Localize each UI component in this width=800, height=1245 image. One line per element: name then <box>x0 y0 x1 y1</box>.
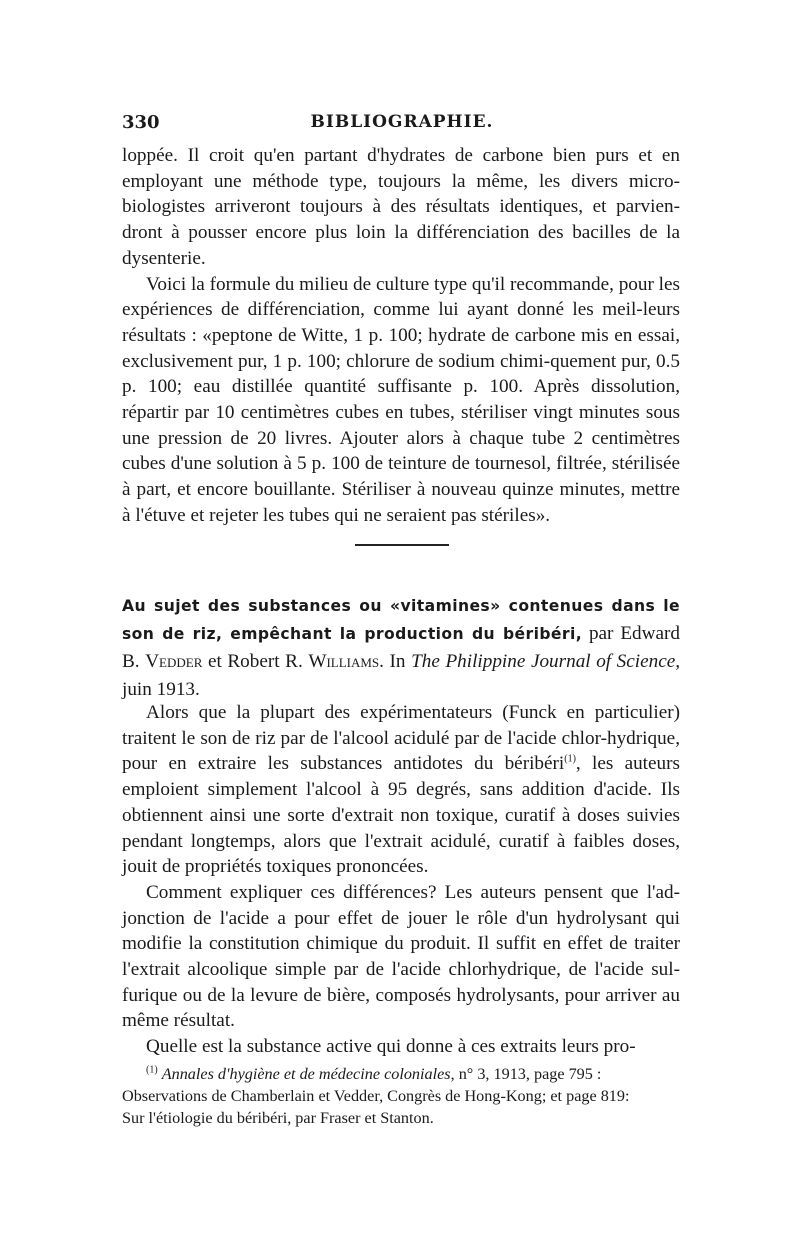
journal-name: The Philippine Journal of Science, <box>411 651 681 672</box>
paragraph: Quelle est la substance active qui donne à ces extraits leurs pro- <box>146 1036 636 1058</box>
paragraph <box>122 700 680 880</box>
article-by: par Edward B. <box>122 623 681 672</box>
running-title: BIBLIOGRAPHIE. <box>310 112 494 132</box>
footnote-mark: (1) <box>146 1064 158 1076</box>
section-continuation <box>122 143 680 529</box>
section-divider <box>355 544 449 546</box>
footnote-line: Observations de Chamberlain et Vedder, Congrès de Hong-Kong; et page 819: <box>122 1087 630 1105</box>
paragraph: Comment expliquer ces différences? Les auteurs pensent que l'ad-jonction de l'acide a pour effet de jouer le rôle d'un hydrolysant qui modifie la constitution chimique du produit. Il suffit en effet de traiter l'extrait alcoolique simple par de l'acide chlorhydrique, de l'acide sul-furique ou de la levure de bière, composés hydrolysants, pour arriver au même résultat. <box>122 881 680 1032</box>
paragraph: loppée. Il croit qu'en partant d'hydrates de carbone bien purs et en employant une méthode type, toujours la même, les divers micro-biologistes arriveront toujours à des résultats identiques, et parvien-dront à pousser encore plus loin la différenciation des bacilles de la dysenterie. <box>122 145 680 269</box>
author-name: Vedder <box>145 651 203 672</box>
page-number: 330 <box>122 112 160 133</box>
footnote <box>122 1063 682 1129</box>
article-body <box>122 700 680 1060</box>
author-name: Williams <box>308 651 380 672</box>
footnote-journal: Annales d'hygiène et de médecine coloniales <box>161 1065 451 1083</box>
paragraph: Voici la formule du milieu de culture type qu'il recommande, pour les expériences de différenciation, comme lui ayant donné les meil-leurs résultats : «peptone de Witte, 1 p. 100; hydrate de carbone mis en essai, exclusivement pur, 1 p. 100; chlorure de sodium chimi-quement pur, 0.5 p. 100; eau distillée quantité suffisante p. 100. Après dissolution, répartir par 10 centimètres cubes en tubes, stériliser vingt minutes sous une pression de 20 livres. Ajouter alors à chaque tube 2 centimètres cubes d'une solution à 5 p. 100 de teinture de tournesol, filtrée, stérilisée à part, et encore bouillante. Stériliser à nouveau quinze minutes, mettre à l'étuve et rejeter les tubes qui ne seraient pas stériles». <box>122 273 680 526</box>
article-heading <box>122 592 680 704</box>
footnote-line: Sur l'étiologie du béribéri, par Fraser et Stanton. <box>122 1109 434 1127</box>
footnote-text: , n° 3, 1913, page 795 : <box>450 1065 602 1083</box>
paragraph-text: Alors que la plupart des expérimentateurs (Funck en particulier) traitent le son de riz par de l'alcool acidulé par de l'acide chlor-hydrique, pour en extraire les substances antidotes du béribéri <box>122 702 680 775</box>
publication-date: juin 1913. <box>122 679 200 700</box>
footnote-reference: (1) <box>564 754 576 766</box>
article-in: . In <box>379 651 406 672</box>
footnote-line <box>122 1063 682 1085</box>
paragraph-text: , les auteurs emploient simplement l'alcool à 95 degrés, sans addition d'acide. Ils obtiennent ainsi une sorte d'extrait non toxique, curatif à doses suivies pendant longtemps, alors que l'extrait acidulé, curatif à faibles doses, jouit de propriétés toxiques prononcées. <box>122 753 680 878</box>
article-title: Au sujet des substances ou «vitamines» contenues dans le son de riz, empêchant la production du béribéri, <box>122 597 680 643</box>
page-header <box>122 112 682 140</box>
article-and: et Robert R. <box>207 651 303 672</box>
